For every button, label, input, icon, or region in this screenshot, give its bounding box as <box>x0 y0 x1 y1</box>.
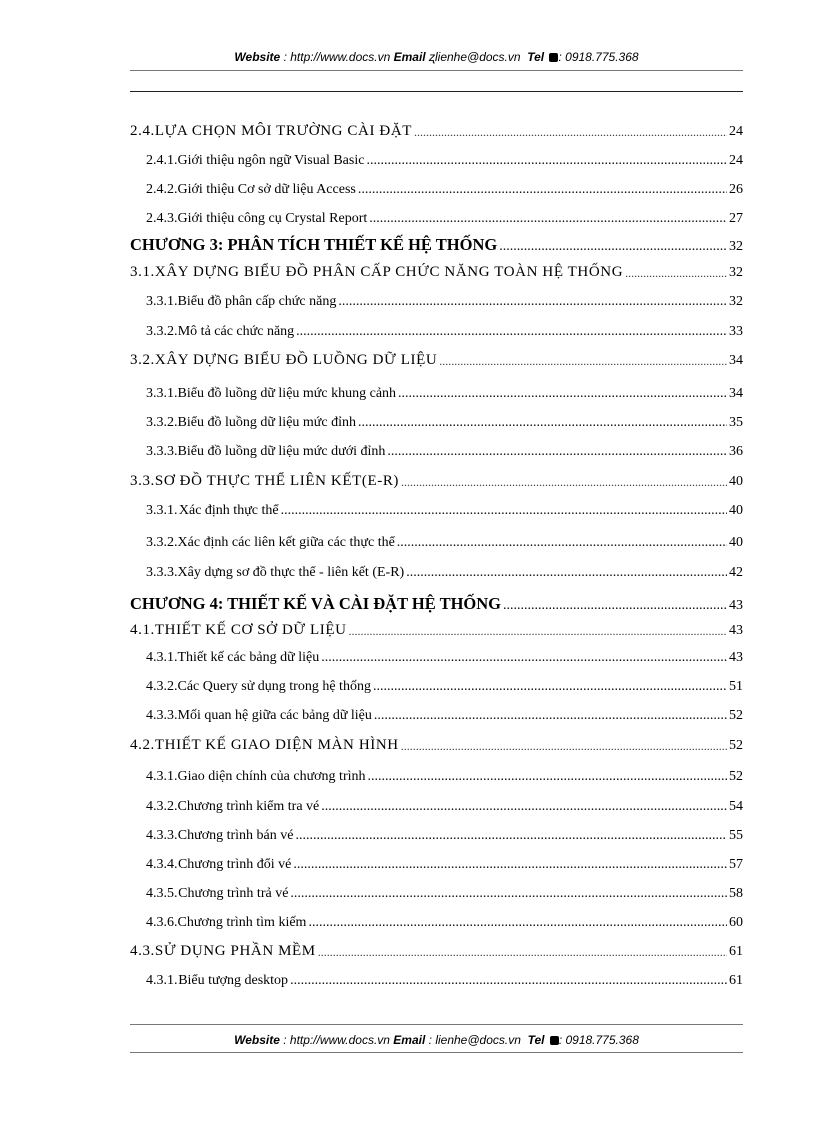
toc-entry-page: 35 <box>729 415 743 430</box>
toc-entry[interactable] <box>130 205 743 227</box>
toc-entry-page: 24 <box>729 124 743 139</box>
toc-entry-page: 61 <box>729 973 743 988</box>
toc-entry-number: 2.4.1. <box>146 153 178 168</box>
toc-entry-page: 52 <box>729 738 743 753</box>
toc-leader-dots <box>290 973 727 989</box>
toc-leader-dots <box>374 708 727 724</box>
toc-leader-dots <box>373 679 727 695</box>
toc-entry-title: Xác định thực thể <box>178 503 279 518</box>
toc-entry-title: Biểu đồ luồng dữ liệu mức khung cảnh <box>177 386 397 401</box>
toc-leader-dots <box>308 915 727 931</box>
toc-entry-number: 4.3.1. <box>146 769 178 784</box>
toc-leader-dots <box>318 945 727 960</box>
toc-entry-title: Giới thiệu Cơ sở dữ liệu Access <box>177 182 356 197</box>
header-tel-label: Tel <box>527 50 545 64</box>
toc-entry-title: Xây dựng sơ đồ thực thể - liên kết (E-R) <box>177 565 405 580</box>
toc-entry-number: 4.3.6. <box>146 915 178 930</box>
toc-entry-number: 4.3.3. <box>146 828 178 843</box>
footer-rule-top <box>130 1024 743 1025</box>
header-website-label: Website <box>234 50 281 64</box>
toc-leader-dots <box>503 598 727 614</box>
toc-entry-title: Biểu tượng desktop <box>178 973 289 988</box>
toc-entry[interactable] <box>130 497 743 519</box>
toc-entry-title: Biểu đồ luồng dữ liệu mức dưới đỉnh <box>177 444 386 459</box>
toc-leader-dots <box>338 294 727 310</box>
toc-leader-dots <box>401 739 727 754</box>
toc-entry-page: 43 <box>729 623 743 638</box>
toc-entry-title: Chương trình tìm kiếm <box>177 915 307 930</box>
footer-tel-label: Tel <box>527 1033 545 1047</box>
toc-entry[interactable] <box>130 380 743 402</box>
toc-entry[interactable] <box>130 559 743 581</box>
toc-entry-number: 2.4.2. <box>146 182 178 197</box>
toc-entry[interactable] <box>130 438 743 460</box>
toc-entry-page: 32 <box>729 294 743 309</box>
footer-website-url[interactable]: : http://www.docs.vn <box>283 1033 390 1047</box>
toc-entry-page: 27 <box>729 211 743 226</box>
toc-leader-dots <box>369 211 727 227</box>
toc-entry-title: Giới thiệu công cụ Crystal Report <box>177 211 368 226</box>
toc-entry[interactable] <box>130 644 743 666</box>
toc-entry-page: 61 <box>729 944 743 959</box>
at-icon: ʐ <box>428 50 435 64</box>
toc-leader-dots <box>499 239 727 255</box>
toc-entry-title: Chương trình trả vé <box>178 886 289 901</box>
toc-entry-number: 4.3. <box>130 943 155 959</box>
toc-entry-page: 33 <box>729 324 743 339</box>
toc-entry-title: CHƯƠNG 4: THIẾT KẾ VÀ CÀI ĐẶT HỆ THỐNG <box>130 594 502 613</box>
toc-entry-page: 26 <box>729 182 743 197</box>
toc-entry[interactable] <box>130 318 743 340</box>
toc-entry-page: 51 <box>729 679 743 694</box>
toc-entry[interactable] <box>130 347 743 369</box>
toc-entry-page: 32 <box>729 265 743 280</box>
toc-leader-dots <box>387 444 727 460</box>
toc-entry-page: 32 <box>729 239 743 254</box>
toc-leader-dots <box>406 565 727 581</box>
header-rule-thin <box>130 70 743 71</box>
toc-entry-page: 58 <box>729 886 743 901</box>
toc-entry-title: Biểu đồ luồng dữ liệu mức đỉnh <box>177 415 356 430</box>
toc-entry-number: 2.4.3. <box>146 211 178 226</box>
toc-entry-page: 52 <box>729 708 743 723</box>
toc-entry-title: Thiết kế các bảng dữ liệu <box>177 650 320 665</box>
toc-leader-dots <box>397 535 727 551</box>
toc-entry[interactable] <box>130 233 743 255</box>
toc-entry-page: 57 <box>729 857 743 872</box>
toc-entry[interactable] <box>130 118 743 140</box>
toc-leader-dots <box>398 386 727 402</box>
page-header <box>130 50 743 64</box>
header-website-url[interactable]: : http://www.docs.vn <box>283 50 391 64</box>
toc-entry-page: 60 <box>729 915 743 930</box>
toc-entry-number: 3.3.3. <box>146 444 178 459</box>
toc-leader-dots <box>321 799 727 815</box>
toc-entry-page: 24 <box>729 153 743 168</box>
toc-entry-title: Chương trình bán vé <box>177 828 294 843</box>
toc-entry-number: 3.3.3. <box>146 565 178 580</box>
toc-entry-page: 40 <box>729 474 743 489</box>
footer-email-label: Email <box>393 1033 426 1047</box>
toc-entry[interactable] <box>130 592 743 614</box>
toc-entry[interactable] <box>130 851 743 873</box>
toc-leader-dots <box>625 266 727 281</box>
toc-entry[interactable] <box>130 732 743 754</box>
toc-entry-page: 40 <box>729 535 743 550</box>
toc-entry[interactable] <box>130 673 743 695</box>
footer-tel-value: : 0918.775.368 <box>558 1033 639 1047</box>
toc-entry-number: 4.1. <box>130 622 155 638</box>
toc-entry[interactable] <box>130 176 743 198</box>
toc-entry[interactable] <box>130 288 743 310</box>
toc-entry[interactable] <box>130 763 743 785</box>
toc-leader-dots <box>368 769 728 785</box>
toc-entry[interactable] <box>130 880 743 902</box>
toc-entry-title: SỬ DỤNG PHẦN MỀM <box>154 943 316 959</box>
toc-entry-number: 4.3.2. <box>146 679 178 694</box>
toc-entry[interactable] <box>130 468 743 490</box>
toc-entry-title: Giao diện chính của chương trình <box>177 769 366 784</box>
header-rule-thick <box>130 91 743 92</box>
toc-entry-number: 3.3. <box>130 473 155 489</box>
header-email-label: Email <box>393 50 426 64</box>
toc-entry-title: XÂY DỰNG BIỂU ĐỒ LUỒNG DỮ LIỆU <box>154 352 438 368</box>
toc-entry-title: Mối quan hệ giữa các bảng dữ liệu <box>177 708 372 723</box>
toc-entry-number: 3.3.1. <box>146 294 178 309</box>
toc-entry-number: 3.1. <box>130 264 155 280</box>
toc-entry-number: 4.3.3. <box>146 708 178 723</box>
phone-icon <box>550 1036 559 1045</box>
toc-entry-number: 3.3.1. <box>146 503 178 518</box>
toc-entry-page: 34 <box>729 386 743 401</box>
toc-entry-title: THIẾT KẾ CƠ SỞ DỮ LIỆU <box>154 622 347 638</box>
toc-entry-page: 52 <box>729 769 743 784</box>
header-email-value[interactable]: lienhe@docs.vn <box>434 50 521 64</box>
toc-leader-dots <box>401 475 727 490</box>
toc-entry[interactable] <box>130 938 743 960</box>
toc-entry[interactable] <box>130 822 743 844</box>
toc-entry-page: 55 <box>729 828 743 843</box>
toc-entry-title: SƠ ĐỒ THỰC THỂ LIÊN KẾT(E-R) <box>154 473 400 489</box>
toc-leader-dots <box>439 354 727 369</box>
toc-entry-title: Chương trình đổi vé <box>177 857 292 872</box>
toc-entry-title: Biểu đồ phân cấp chức năng <box>177 294 337 309</box>
toc-entry-number: 4.3.5. <box>146 886 178 901</box>
toc-entry-title: LỰA CHỌN MÔI TRƯỜNG CÀI ĐẶT <box>154 123 413 139</box>
page-footer <box>130 1033 743 1047</box>
toc-entry-number: 3.3.2. <box>146 535 178 550</box>
footer-email-value[interactable]: : lienhe@docs.vn <box>428 1033 521 1047</box>
toc-entry[interactable] <box>130 409 743 431</box>
toc-entry-number: 4.3.2. <box>146 799 178 814</box>
toc-leader-dots <box>358 415 727 431</box>
toc-entry[interactable] <box>130 529 743 551</box>
toc-entry-number: 4.3.4. <box>146 857 178 872</box>
toc-entry-title: Các Query sử dụng trong hệ thống <box>177 679 371 694</box>
toc-entry-page: 42 <box>729 565 743 580</box>
toc-entry-title: Giới thiệu ngôn ngữ Visual Basic <box>177 153 365 168</box>
toc-entry-page: 40 <box>729 503 743 518</box>
toc-entry-page: 43 <box>729 650 743 665</box>
toc-leader-dots <box>414 125 727 140</box>
toc-entry-page: 54 <box>729 799 743 814</box>
toc-entry-number: 3.3.2. <box>146 324 178 339</box>
toc-leader-dots <box>290 886 727 902</box>
toc-leader-dots <box>295 828 727 844</box>
toc-entry-page: 36 <box>729 444 743 459</box>
toc-entry-number: 4.3.1. <box>146 650 178 665</box>
toc-entry-title: THIẾT KẾ GIAO DIỆN MÀN HÌNH <box>154 737 399 753</box>
footer-website-label: Website <box>234 1033 280 1047</box>
toc-entry[interactable] <box>130 702 743 724</box>
toc-entry[interactable] <box>130 617 743 639</box>
toc-leader-dots <box>281 503 727 519</box>
toc-entry-title: CHƯƠNG 3: PHÂN TÍCH THIẾT KẾ HỆ THỐNG <box>130 235 498 254</box>
toc-leader-dots <box>349 624 727 639</box>
toc-entry[interactable] <box>130 909 743 931</box>
toc-leader-dots <box>366 153 727 169</box>
toc-entry-number: 3.3.1. <box>146 386 178 401</box>
toc-entry-title: Mô tả các chức năng <box>177 324 295 339</box>
toc-entry-title: Chương trình kiểm tra vé <box>177 799 320 814</box>
toc-entry-title: XÂY DỰNG BIỂU ĐỒ PHÂN CẤP CHỨC NĂNG TOÀN HỆ THỐNG <box>154 264 624 280</box>
toc-leader-dots <box>321 650 727 666</box>
toc-leader-dots <box>358 182 727 198</box>
toc-leader-dots <box>296 324 727 340</box>
toc-entry[interactable] <box>130 793 743 815</box>
toc-entry-number: 3.3.2. <box>146 415 178 430</box>
header-tel-value: : 0918.775.368 <box>558 50 639 64</box>
toc-entry-number: 4.3.1. <box>146 973 178 988</box>
toc-entry-page: 43 <box>729 598 743 613</box>
toc-entry-title: Xác định các liên kết giữa các thực thể <box>177 535 395 550</box>
toc-entry[interactable] <box>130 967 743 989</box>
toc-entry-page: 34 <box>729 353 743 368</box>
toc-leader-dots <box>293 857 727 873</box>
toc-entry-number: 4.2. <box>130 737 155 753</box>
toc-entry-number: 2.4. <box>130 123 155 139</box>
toc-entry-number: 3.2. <box>130 352 155 368</box>
footer-rule-bottom <box>130 1052 743 1053</box>
toc-entry[interactable] <box>130 259 743 281</box>
toc-entry[interactable] <box>130 147 743 169</box>
